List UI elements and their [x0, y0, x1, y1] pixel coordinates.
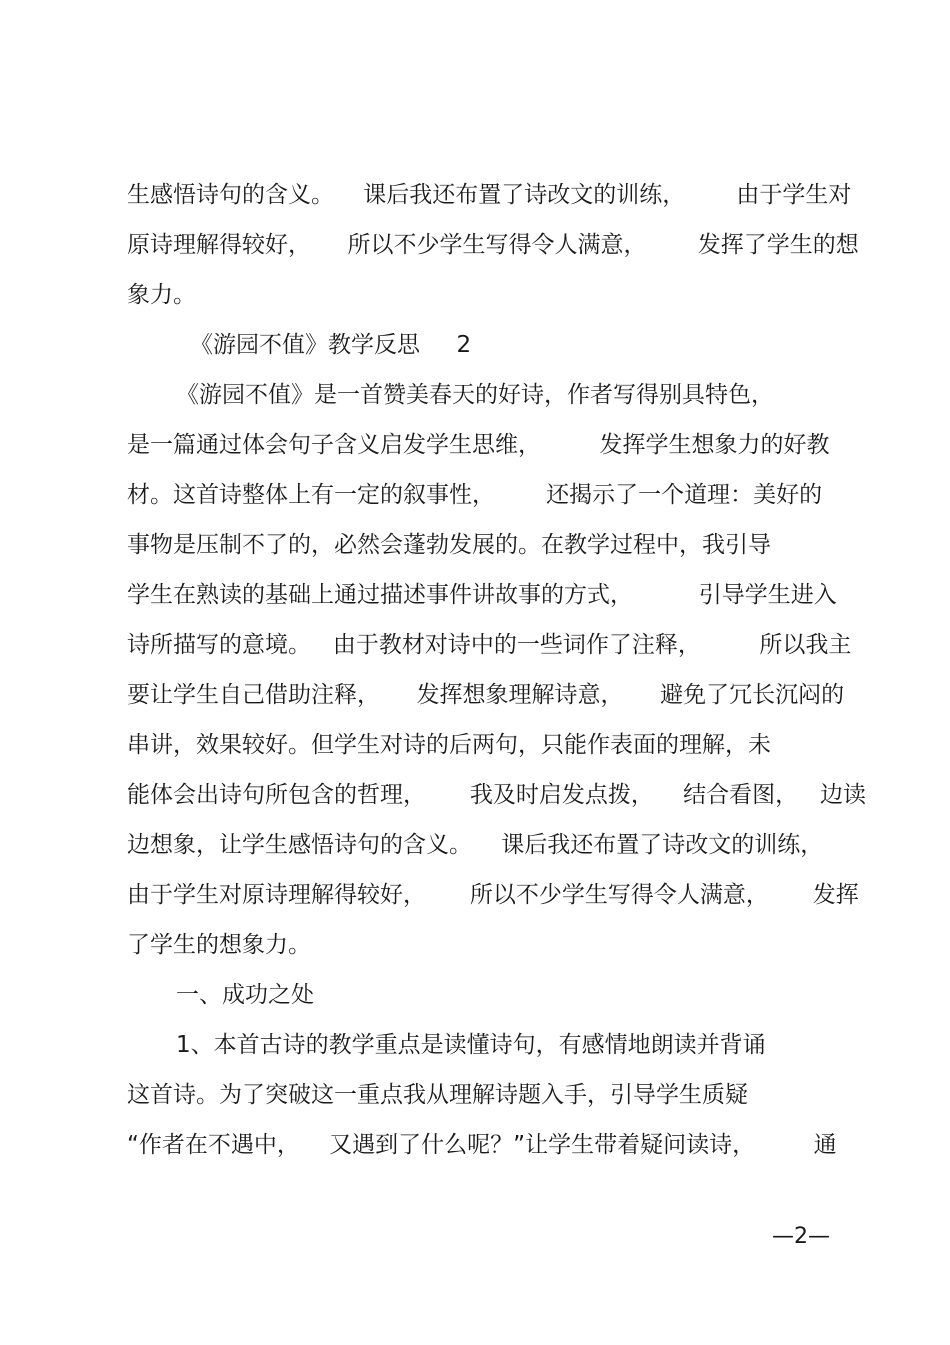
text-line: 1、本首古诗的教学重点是读懂诗句，有感情地朗读并背诵	[176, 1032, 766, 1058]
text-line: 能体会出诗句所包含的哲理， 我及时启发点拨， 结合看图， 边读	[127, 782, 867, 808]
text-line: 串讲，效果较好。但学生对诗的后两句，只能作表面的理解，未	[127, 732, 771, 758]
section-heading: 一、成功之处	[176, 982, 314, 1008]
text-line: 要让学生自己借助注释， 发挥想象理解诗意， 避免了冗长沉闷的	[127, 682, 845, 708]
text-line: 是一篇通过体会句子含义启发学生思维， 发挥学生想象力的好教	[127, 432, 830, 458]
section-heading: 《游园不值》教学反思 2	[190, 332, 472, 358]
text-line: 《游园不值》是一首赞美春天的好诗，作者写得别具特色，	[176, 382, 774, 408]
text-line: “作者在不遇中， 又遇到了什么呢？”让学生带着疑问读诗， 通	[127, 1132, 837, 1158]
text-line: 学生在熟读的基础上通过描述事件讲故事的方式， 引导学生进入	[127, 582, 837, 608]
text-line: 生感悟诗句的含义。 课后我还布置了诗改文的训练， 由于学生对	[127, 182, 852, 208]
text-line: 这首诗。为了突破这一重点我从理解诗题入手，引导学生质疑	[127, 1082, 748, 1108]
text-line: 材。这首诗整体上有一定的叙事性， 还揭示了一个道理：美好的	[127, 482, 823, 508]
page-number: —2—	[772, 1224, 830, 1249]
text-line: 诗所描写的意境。 由于教材对诗中的一些词作了注释， 所以我主	[127, 632, 852, 658]
text-line: 边想象，让学生感悟诗句的含义。 课后我还布置了诗改文的训练，	[127, 832, 824, 858]
text-line: 由于学生对原诗理解得较好， 所以不少学生写得令人满意， 发挥	[127, 882, 859, 908]
text-line: 原诗理解得较好， 所以不少学生写得令人满意， 发挥了学生的想	[127, 232, 859, 258]
text-line: 象力。	[127, 282, 196, 308]
text-line: 事物是压制不了的，必然会蓬勃发展的。在教学过程中，我引导	[127, 532, 771, 558]
text-line: 了学生的想象力。	[127, 932, 311, 958]
